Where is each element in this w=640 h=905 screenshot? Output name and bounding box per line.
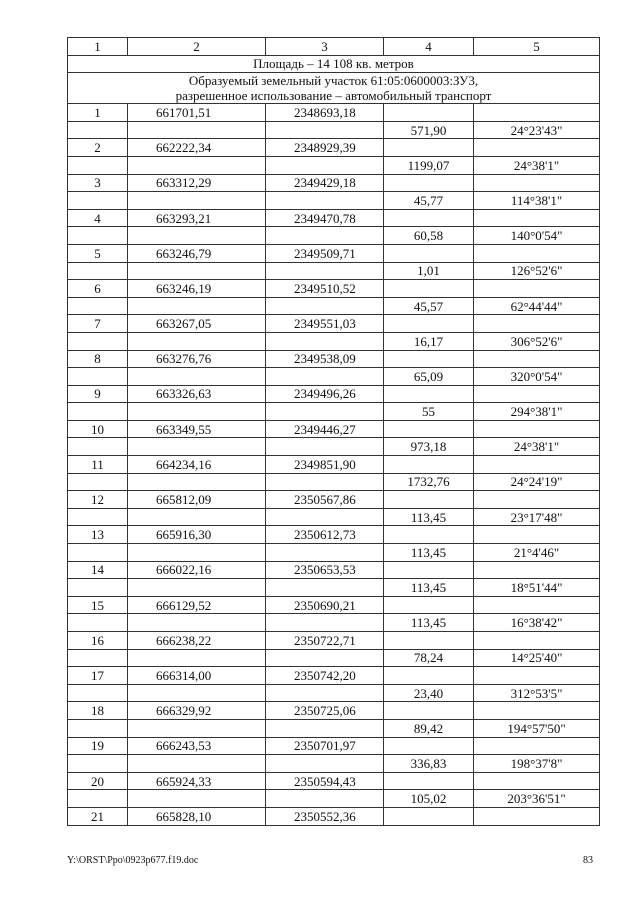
- empty-cell: [384, 315, 474, 333]
- x-coordinate: 663246,19: [128, 280, 266, 298]
- empty-cell: [128, 121, 266, 139]
- point-number: 21: [68, 807, 128, 825]
- empty-cell: [474, 702, 600, 720]
- x-coordinate: 666329,92: [128, 702, 266, 720]
- segment-row: [68, 156, 600, 174]
- segment-length: 60,58: [384, 227, 474, 245]
- empty-cell: [128, 755, 266, 773]
- empty-cell: [128, 192, 266, 210]
- empty-cell: [474, 209, 600, 227]
- segment-length: 55: [384, 403, 474, 421]
- empty-cell: [68, 192, 128, 210]
- column-number: 3: [266, 38, 384, 56]
- direction-angle: 140°0'54": [474, 227, 600, 245]
- document-path: Y:\ORST\Ppo\0923p677.f19.doc: [67, 855, 199, 866]
- x-coordinate: 665828,10: [128, 807, 266, 825]
- point-number: 15: [68, 596, 128, 614]
- area-title: Площадь – 14 108 кв. метров: [68, 55, 600, 73]
- empty-cell: [266, 755, 384, 773]
- point-row: [68, 596, 600, 614]
- y-coordinate: 2350653,53: [266, 561, 384, 579]
- empty-cell: [266, 614, 384, 632]
- segment-length: 336,83: [384, 755, 474, 773]
- empty-cell: [266, 790, 384, 808]
- segment-row: [68, 262, 600, 280]
- segment-length: 113,45: [384, 508, 474, 526]
- point-number: 3: [68, 174, 128, 192]
- direction-angle: 126°52'6": [474, 262, 600, 280]
- empty-cell: [474, 632, 600, 650]
- empty-cell: [266, 719, 384, 737]
- empty-cell: [128, 649, 266, 667]
- segment-length: 973,18: [384, 438, 474, 456]
- point-number: 6: [68, 280, 128, 298]
- empty-cell: [68, 438, 128, 456]
- x-coordinate: 666314,00: [128, 667, 266, 685]
- empty-cell: [474, 385, 600, 403]
- x-coordinate: 663276,76: [128, 350, 266, 368]
- empty-cell: [384, 807, 474, 825]
- point-row: [68, 420, 600, 438]
- empty-cell: [474, 596, 600, 614]
- empty-cell: [384, 385, 474, 403]
- empty-cell: [384, 561, 474, 579]
- segment-row: [68, 192, 600, 210]
- direction-angle: 198°37'8": [474, 755, 600, 773]
- point-row: [68, 315, 600, 333]
- empty-cell: [266, 262, 384, 280]
- point-row: [68, 702, 600, 720]
- segment-row: [68, 649, 600, 667]
- point-row: [68, 772, 600, 790]
- empty-cell: [68, 332, 128, 350]
- empty-cell: [68, 156, 128, 174]
- x-coordinate: 663293,21: [128, 209, 266, 227]
- y-coordinate: 2350690,21: [266, 596, 384, 614]
- y-coordinate: 2349509,71: [266, 244, 384, 262]
- empty-cell: [68, 579, 128, 597]
- empty-cell: [266, 473, 384, 491]
- coordinates-table: [67, 37, 600, 826]
- y-coordinate: 2349429,18: [266, 174, 384, 192]
- point-number: 18: [68, 702, 128, 720]
- point-number: 9: [68, 385, 128, 403]
- direction-angle: 21°4'46": [474, 544, 600, 562]
- empty-cell: [384, 209, 474, 227]
- direction-angle: 306°52'6": [474, 332, 600, 350]
- empty-cell: [266, 297, 384, 315]
- empty-cell: [128, 332, 266, 350]
- point-row: [68, 667, 600, 685]
- empty-cell: [474, 174, 600, 192]
- x-coordinate: 666129,52: [128, 596, 266, 614]
- empty-cell: [68, 649, 128, 667]
- segment-row: [68, 790, 600, 808]
- empty-cell: [128, 614, 266, 632]
- direction-angle: 312°53'5": [474, 684, 600, 702]
- x-coordinate: 664234,16: [128, 456, 266, 474]
- empty-cell: [384, 667, 474, 685]
- empty-cell: [128, 473, 266, 491]
- point-number: 16: [68, 632, 128, 650]
- point-row: [68, 139, 600, 157]
- empty-cell: [266, 156, 384, 174]
- empty-cell: [474, 772, 600, 790]
- empty-cell: [68, 544, 128, 562]
- segment-length: 113,45: [384, 614, 474, 632]
- point-row: [68, 456, 600, 474]
- empty-cell: [384, 702, 474, 720]
- empty-cell: [68, 684, 128, 702]
- y-coordinate: 2350701,97: [266, 737, 384, 755]
- empty-cell: [68, 508, 128, 526]
- column-number-row: [68, 38, 600, 56]
- y-coordinate: 2349510,52: [266, 280, 384, 298]
- empty-cell: [128, 227, 266, 245]
- empty-cell: [474, 491, 600, 509]
- empty-cell: [68, 473, 128, 491]
- direction-angle: 203°36'51": [474, 790, 600, 808]
- segment-length: 23,40: [384, 684, 474, 702]
- empty-cell: [68, 403, 128, 421]
- column-number: 1: [68, 38, 128, 56]
- point-row: [68, 491, 600, 509]
- segment-length: 45,57: [384, 297, 474, 315]
- direction-angle: 114°38'1": [474, 192, 600, 210]
- empty-cell: [474, 807, 600, 825]
- segment-row: [68, 403, 600, 421]
- empty-cell: [474, 315, 600, 333]
- page-number: 83: [583, 855, 593, 866]
- segment-row: [68, 684, 600, 702]
- empty-cell: [266, 684, 384, 702]
- plot-description-row: [68, 73, 600, 104]
- empty-cell: [128, 297, 266, 315]
- point-number: 13: [68, 526, 128, 544]
- x-coordinate: 663312,29: [128, 174, 266, 192]
- y-coordinate: 2348693,18: [266, 104, 384, 122]
- plot-description: [68, 73, 600, 104]
- segment-row: [68, 438, 600, 456]
- y-coordinate: 2350552,36: [266, 807, 384, 825]
- point-number: 4: [68, 209, 128, 227]
- direction-angle: 24°38'1": [474, 156, 600, 174]
- direction-angle: 320°0'54": [474, 368, 600, 386]
- empty-cell: [384, 420, 474, 438]
- empty-cell: [128, 790, 266, 808]
- point-number: 8: [68, 350, 128, 368]
- segment-length: 1732,76: [384, 473, 474, 491]
- empty-cell: [474, 737, 600, 755]
- point-number: 10: [68, 420, 128, 438]
- plot-description-line-1: Образуемый земельный участок 61:05:0600003:ЗУ3,: [188, 73, 479, 89]
- segment-length: 45,77: [384, 192, 474, 210]
- point-row: [68, 632, 600, 650]
- empty-cell: [384, 632, 474, 650]
- y-coordinate: 2350722,71: [266, 632, 384, 650]
- empty-cell: [68, 262, 128, 280]
- segment-length: 16,17: [384, 332, 474, 350]
- empty-cell: [266, 121, 384, 139]
- direction-angle: 14°25'40": [474, 649, 600, 667]
- x-coordinate: 666022,16: [128, 561, 266, 579]
- empty-cell: [128, 156, 266, 174]
- coordinates-table-body: [68, 38, 600, 826]
- area-title-row: [68, 55, 600, 73]
- y-coordinate: 2350725,06: [266, 702, 384, 720]
- empty-cell: [68, 297, 128, 315]
- segment-length: 113,45: [384, 544, 474, 562]
- empty-cell: [474, 350, 600, 368]
- empty-cell: [68, 790, 128, 808]
- empty-cell: [68, 614, 128, 632]
- x-coordinate: 663246,79: [128, 244, 266, 262]
- x-coordinate: 666243,53: [128, 737, 266, 755]
- empty-cell: [384, 139, 474, 157]
- empty-cell: [384, 244, 474, 262]
- point-number: 17: [68, 667, 128, 685]
- segment-row: [68, 473, 600, 491]
- empty-cell: [68, 121, 128, 139]
- segment-length: 89,42: [384, 719, 474, 737]
- x-coordinate: 662222,34: [128, 139, 266, 157]
- point-row: [68, 737, 600, 755]
- point-number: 7: [68, 315, 128, 333]
- empty-cell: [384, 737, 474, 755]
- direction-angle: 62°44'44": [474, 297, 600, 315]
- segment-row: [68, 332, 600, 350]
- empty-cell: [474, 561, 600, 579]
- point-row: [68, 561, 600, 579]
- empty-cell: [384, 456, 474, 474]
- point-row: [68, 385, 600, 403]
- empty-cell: [128, 579, 266, 597]
- empty-cell: [266, 508, 384, 526]
- empty-cell: [266, 368, 384, 386]
- empty-cell: [68, 368, 128, 386]
- segment-length: 1199,07: [384, 156, 474, 174]
- empty-cell: [384, 491, 474, 509]
- segment-row: [68, 544, 600, 562]
- point-number: 20: [68, 772, 128, 790]
- segment-length: 65,09: [384, 368, 474, 386]
- point-number: 19: [68, 737, 128, 755]
- empty-cell: [266, 438, 384, 456]
- column-number: 2: [128, 38, 266, 56]
- direction-angle: 194°57'50": [474, 719, 600, 737]
- empty-cell: [266, 579, 384, 597]
- empty-cell: [474, 526, 600, 544]
- empty-cell: [384, 280, 474, 298]
- x-coordinate: 661701,51: [128, 104, 266, 122]
- point-number: 12: [68, 491, 128, 509]
- empty-cell: [384, 772, 474, 790]
- point-row: [68, 244, 600, 262]
- direction-angle: 294°38'1": [474, 403, 600, 421]
- x-coordinate: 665812,09: [128, 491, 266, 509]
- y-coordinate: 2349538,09: [266, 350, 384, 368]
- empty-cell: [128, 368, 266, 386]
- empty-cell: [266, 544, 384, 562]
- segment-length: 113,45: [384, 579, 474, 597]
- empty-cell: [384, 596, 474, 614]
- empty-cell: [266, 649, 384, 667]
- x-coordinate: 665916,30: [128, 526, 266, 544]
- point-number: 5: [68, 244, 128, 262]
- column-number: 4: [384, 38, 474, 56]
- empty-cell: [384, 350, 474, 368]
- plot-description-line-2: разрешенное использование – автомобильный транспорт: [175, 88, 492, 104]
- empty-cell: [68, 719, 128, 737]
- segment-row: [68, 755, 600, 773]
- empty-cell: [128, 438, 266, 456]
- y-coordinate: 2349446,27: [266, 420, 384, 438]
- empty-cell: [474, 456, 600, 474]
- empty-cell: [474, 667, 600, 685]
- empty-cell: [128, 544, 266, 562]
- direction-angle: 24°24'19": [474, 473, 600, 491]
- empty-cell: [68, 755, 128, 773]
- empty-cell: [474, 280, 600, 298]
- point-number: 1: [68, 104, 128, 122]
- point-row: [68, 350, 600, 368]
- y-coordinate: 2349496,26: [266, 385, 384, 403]
- direction-angle: 24°38'1": [474, 438, 600, 456]
- x-coordinate: 666238,22: [128, 632, 266, 650]
- point-row: [68, 280, 600, 298]
- point-row: [68, 807, 600, 825]
- y-coordinate: 2350612,73: [266, 526, 384, 544]
- empty-cell: [474, 420, 600, 438]
- direction-angle: 18°51'44": [474, 579, 600, 597]
- segment-row: [68, 579, 600, 597]
- segment-row: [68, 297, 600, 315]
- empty-cell: [384, 104, 474, 122]
- direction-angle: 23°17'48": [474, 508, 600, 526]
- y-coordinate: 2350742,20: [266, 667, 384, 685]
- segment-row: [68, 368, 600, 386]
- empty-cell: [128, 719, 266, 737]
- empty-cell: [128, 684, 266, 702]
- point-row: [68, 174, 600, 192]
- point-number: 2: [68, 139, 128, 157]
- empty-cell: [384, 526, 474, 544]
- empty-cell: [266, 192, 384, 210]
- segment-row: [68, 121, 600, 139]
- column-number: 5: [474, 38, 600, 56]
- empty-cell: [266, 403, 384, 421]
- point-row: [68, 209, 600, 227]
- segment-row: [68, 227, 600, 245]
- empty-cell: [384, 174, 474, 192]
- direction-angle: 24°23'43": [474, 121, 600, 139]
- segment-length: 571,90: [384, 121, 474, 139]
- segment-length: 78,24: [384, 649, 474, 667]
- empty-cell: [474, 139, 600, 157]
- x-coordinate: 665924,33: [128, 772, 266, 790]
- point-number: 14: [68, 561, 128, 579]
- y-coordinate: 2348929,39: [266, 139, 384, 157]
- y-coordinate: 2349851,90: [266, 456, 384, 474]
- empty-cell: [128, 403, 266, 421]
- empty-cell: [128, 262, 266, 280]
- x-coordinate: 663267,05: [128, 315, 266, 333]
- empty-cell: [266, 332, 384, 350]
- point-number: 11: [68, 456, 128, 474]
- x-coordinate: 663326,63: [128, 385, 266, 403]
- segment-row: [68, 508, 600, 526]
- segment-length: 105,02: [384, 790, 474, 808]
- y-coordinate: 2350594,43: [266, 772, 384, 790]
- empty-cell: [474, 244, 600, 262]
- segment-length: 1,01: [384, 262, 474, 280]
- point-row: [68, 526, 600, 544]
- segment-row: [68, 719, 600, 737]
- empty-cell: [266, 227, 384, 245]
- empty-cell: [128, 508, 266, 526]
- y-coordinate: 2349551,03: [266, 315, 384, 333]
- empty-cell: [474, 104, 600, 122]
- segment-row: [68, 614, 600, 632]
- point-row: [68, 104, 600, 122]
- x-coordinate: 663349,55: [128, 420, 266, 438]
- direction-angle: 16°38'42": [474, 614, 600, 632]
- empty-cell: [68, 227, 128, 245]
- y-coordinate: 2350567,86: [266, 491, 384, 509]
- y-coordinate: 2349470,78: [266, 209, 384, 227]
